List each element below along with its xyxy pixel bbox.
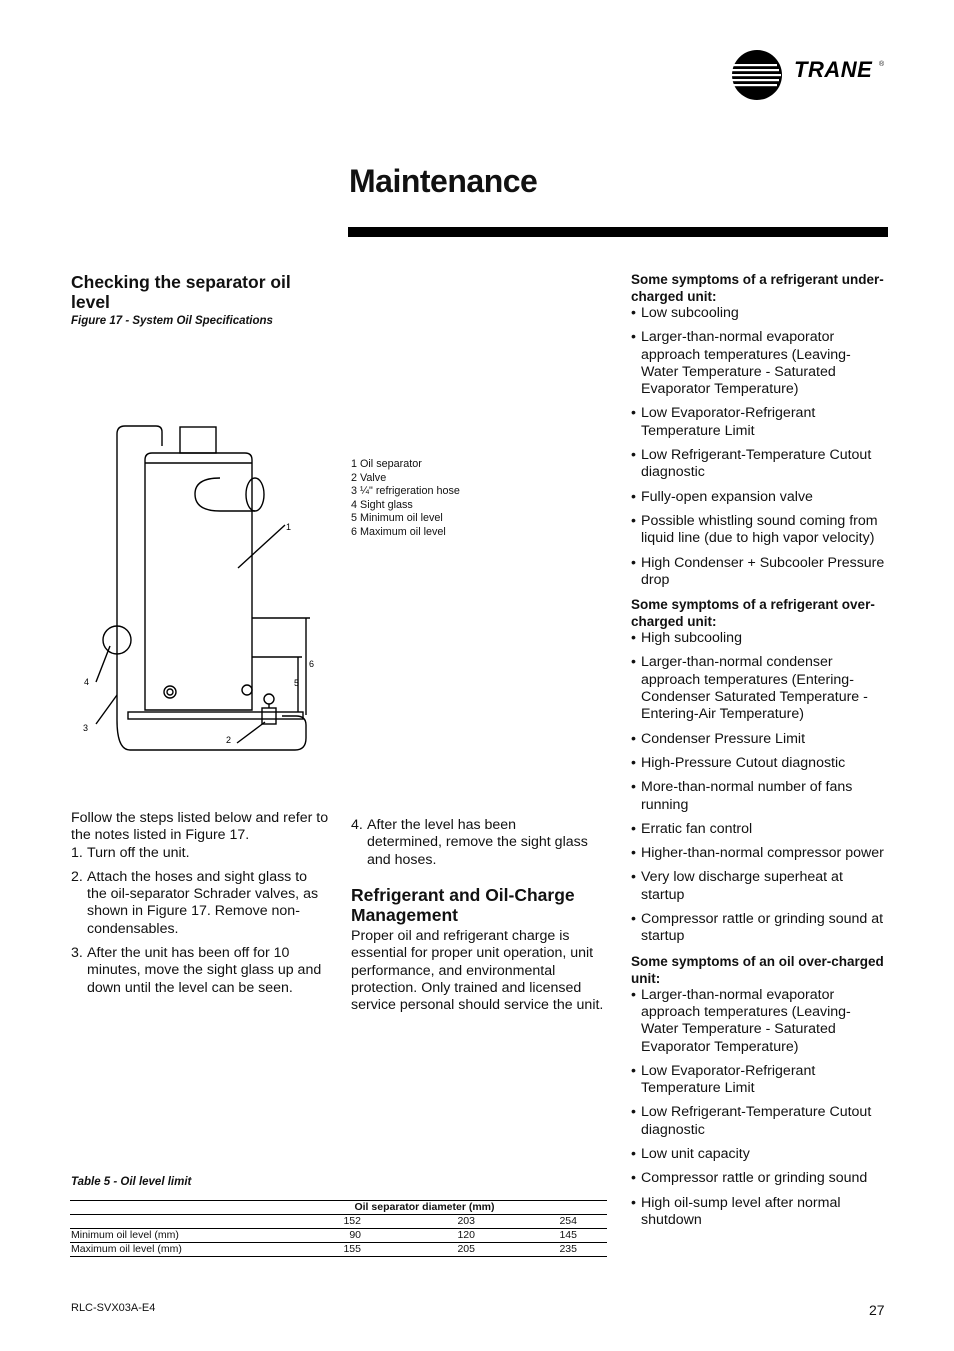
symptom-item: • More-than-normal number of fans running <box>631 779 887 814</box>
symptom-item: • Condenser Pressure Limit <box>631 731 887 748</box>
callout-5: 5 <box>294 678 300 688</box>
table-cell: 254 <box>559 1215 577 1227</box>
step-text: After the unit has been off for 10 minutes, move the sight glass up and down until the level can be seen. <box>87 945 322 996</box>
legend-item: 4 Sight glass <box>351 498 413 511</box>
trane-logo-mark-icon <box>731 49 787 101</box>
oil-level-table <box>70 1200 607 1257</box>
page-title: Maintenance <box>349 163 538 199</box>
callout-4: 4 <box>84 677 90 687</box>
step-item <box>351 817 591 869</box>
symptom-item: • Low Refrigerant-Temperature Cutout diagnostic <box>631 447 887 482</box>
symptom-item: • Very low discharge superheat at startup <box>631 869 887 904</box>
callout-3: 3 <box>83 723 89 733</box>
title-rule <box>348 227 888 237</box>
symptom-item: • High subcooling <box>631 630 887 647</box>
symptom-item: • Erratic fan control <box>631 821 887 838</box>
step-item <box>71 869 329 938</box>
legend-item: 1 Oil separator <box>351 458 422 470</box>
trane-logo <box>731 49 891 101</box>
table-row-label: Maximum oil level (mm) <box>71 1243 182 1255</box>
over-charged-heading: Some symptoms of a refrigerant over-charged unit: <box>631 597 875 630</box>
diagram-legend <box>351 458 460 539</box>
step-number: 3. <box>71 945 83 962</box>
table-cell: 235 <box>559 1243 577 1255</box>
step-number: 4. <box>351 817 363 833</box>
symptom-item: • Low subcooling <box>631 305 887 322</box>
table-row <box>70 1229 607 1243</box>
oil-over-charged-heading: Some symptoms of an oil over-charged unit: <box>631 953 884 986</box>
step-number: 1. <box>71 844 83 861</box>
legend-item: 5 Minimum oil level <box>351 512 443 524</box>
symptom-item: • Fully-open expansion valve <box>631 489 887 506</box>
table-diameter-row <box>70 1215 607 1229</box>
under-charged-heading: Some symptoms of a refrigerant under-charged unit: <box>631 272 884 304</box>
symptom-item: • Low Evaporator-Refrigerant Temperature Limit <box>631 1063 887 1098</box>
table-caption: Table 5 - Oil level limit <box>71 1176 192 1188</box>
table-cell: 145 <box>559 1229 577 1241</box>
table-header-row <box>70 1201 607 1215</box>
charge-management-paragraph: Proper oil and refrigerant charge is essential for proper unit operation, unit performance, and environmental protection. Only trained and licensed service personal should service the unit. <box>351 928 604 1014</box>
table-row-label: Minimum oil level (mm) <box>71 1229 179 1241</box>
valve <box>262 708 276 724</box>
symptom-item: • Low Evaporator-Refrigerant Temperature Limit <box>631 405 887 440</box>
callout-6: 6 <box>309 659 315 669</box>
symptoms-column <box>631 271 887 1229</box>
symptom-item: • Compressor rattle or grinding sound at startup <box>631 911 887 946</box>
procedure-steps <box>71 810 329 997</box>
step-item <box>71 845 329 862</box>
symptom-item: • Larger-than-normal condenser approach temperatures (Entering-Condenser Saturated Temperature - Entering-Air Temperature) <box>631 654 887 723</box>
section-heading-separator-oil: Checking the separator oil level <box>71 272 291 312</box>
symptom-item: • Low Refrigerant-Temperature Cutout diagnostic <box>631 1104 887 1139</box>
separator-vessel <box>145 453 252 710</box>
registered-mark: ® <box>879 61 885 68</box>
symptom-item: • High oil-sump level after normal shutdown <box>631 1195 887 1230</box>
symptom-item: • Possible whistling sound coming from liquid line (due to high vapor velocity) <box>631 513 887 548</box>
symptom-item: • Higher-than-normal compressor power <box>631 845 887 862</box>
document-code: RLC-SVX03A-E4 <box>71 1302 156 1314</box>
legend-item: 6 Maximum oil level <box>351 525 446 538</box>
symptom-item: • High Condenser + Subcooler Pressure drop <box>631 555 887 590</box>
step-text: Attach the hoses and sight glass to the oil-separator Schrader valves, as shown in Figure 17. Remove non-condensables. <box>87 868 319 937</box>
figure-caption: Figure 17 - System Oil Specifications <box>71 315 273 327</box>
step-number: 2. <box>71 868 83 885</box>
oil-separator-diagram <box>70 420 330 760</box>
table-cell: 90 <box>349 1229 361 1241</box>
separator-top-cap <box>180 427 216 453</box>
step-text: After the level has been determined, remove the sight glass and hoses. <box>367 817 588 868</box>
table-row <box>70 1243 607 1257</box>
symptom-item: • High-Pressure Cutout diagnostic <box>631 755 887 772</box>
table-cell: 120 <box>457 1229 475 1241</box>
step-text: Turn off the unit. <box>87 844 190 861</box>
symptom-item: • Larger-than-normal evaporator approach temperatures (Leaving-Water Temperature - Saturated Evaporator Temperature) <box>631 987 887 1056</box>
legend-item: 2 Valve <box>351 471 387 484</box>
table-group-header: Oil separator diameter (mm) <box>354 1201 495 1213</box>
symptom-item: • Low unit capacity <box>631 1146 887 1163</box>
table-cell: 203 <box>457 1215 475 1227</box>
step-item <box>71 945 329 997</box>
callout-1: 1 <box>286 522 292 532</box>
step-item-4 <box>351 817 591 869</box>
base-plate <box>128 712 303 719</box>
page-number: 27 <box>869 1302 885 1318</box>
refrigeration-hose <box>117 426 162 720</box>
table-cell: 152 <box>343 1215 361 1227</box>
table-cell: 205 <box>457 1243 475 1255</box>
legend-item: 3 ¼" refrigeration hose <box>351 485 460 497</box>
symptom-item: • Compressor rattle or grinding sound <box>631 1170 887 1187</box>
table-cell: 155 <box>343 1243 361 1255</box>
section-heading-charge-management: Refrigerant and Oil-Charge Management <box>351 885 575 925</box>
logo-wordmark: TRANE <box>794 57 873 82</box>
callout-2: 2 <box>226 735 232 745</box>
intro-paragraph: Follow the steps listed below and refer to the notes listed in Figure 17. <box>71 810 329 844</box>
symptom-item: • Larger-than-normal evaporator approach temperatures (Leaving-Water Temperature - Saturated Evaporator Temperature) <box>631 329 887 398</box>
